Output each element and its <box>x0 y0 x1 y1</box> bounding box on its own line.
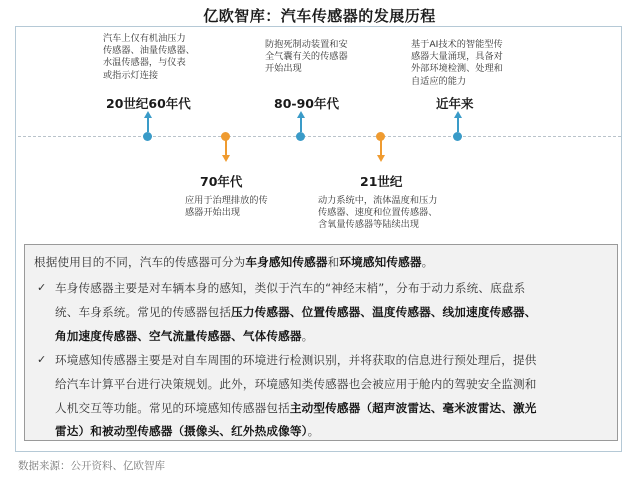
body-sensor-line-2: 统、车身系统。常见的传感器包括压力传感器、位置传感器、温度传感器、线加速度传感器、 <box>55 305 537 319</box>
check-icon: ✓ <box>37 281 47 294</box>
milestone-3-era: 80-90年代 <box>274 96 339 111</box>
milestone-4-arrow-icon <box>377 155 385 162</box>
milestone-2-era: 70年代 <box>200 174 243 189</box>
check-icon: ✓ <box>37 353 47 366</box>
timeline-line <box>18 136 621 137</box>
milestone-5-desc: 基于AI技术的智能型传 感器大量涌现，具备对 外部环境检测、处理和 自适应的能力 <box>411 39 503 87</box>
milestone-2-desc: 应用于治理排放的传 感器开始出现 <box>185 195 268 219</box>
env-sensor-line-1: 环境感知传感器主要是对自车周围的环境进行检测识别，并将获取的信息进行预处理后，提供 <box>55 353 537 367</box>
milestone-5-era: 近年来 <box>436 96 474 111</box>
milestone-1-era: 20世纪60年代 <box>106 96 191 111</box>
milestone-3-dot <box>296 132 305 141</box>
env-sensor-line-3: 人机交互等功能。常见的环境感知传感器包括主动型传感器（超声波雷达、毫米波雷达、激光 <box>55 401 537 415</box>
milestone-1-desc: 汽车上仅有机油压力 传感器、油量传感器、 水温传感器，与仪表 或指示灯连接 <box>103 33 195 81</box>
milestone-4-stem <box>380 140 382 156</box>
milestone-5-dot <box>453 132 462 141</box>
body-sensor-line-1: 车身传感器主要是对车辆本身的感知，类似于汽车的“神经末梢”，分布于动力系统、底盘系 <box>55 281 526 295</box>
milestone-2-stem <box>225 140 227 156</box>
milestone-1-dot <box>143 132 152 141</box>
description-panel <box>24 244 618 441</box>
body-sensor-line-3: 角加速度传感器、空气流量传感器、气体传感器。 <box>55 329 314 343</box>
milestone-5-stem <box>457 117 459 132</box>
milestone-4-desc: 动力系统中，流体温度和压力 传感器、速度和位置传感器、 含氧量传感器等陆续出现 <box>318 195 438 231</box>
milestone-3-stem <box>300 117 302 132</box>
milestone-3-desc: 防抱死制动装置和安 全气囊有关的传感器 开始出现 <box>265 39 348 75</box>
milestone-1-stem <box>147 117 149 132</box>
env-sensor-line-4: 雷达）和被动型传感器（摄像头、红外热成像等）。 <box>55 424 320 438</box>
data-source: 数据来源：公开资料、亿欧智库 <box>18 460 165 472</box>
milestone-2-arrow-icon <box>222 155 230 162</box>
env-sensor-line-2: 给汽车计算平台进行决策规划。此外，环境感知类传感器也会被应用于舱内的驾驶安全监测和 <box>55 377 537 391</box>
page-title: 亿欧智库：汽车传感器的发展历程 <box>203 7 436 25</box>
panel-intro: 根据使用目的不同，汽车的传感器可分为车身感知传感器和环境感知传感器。 <box>34 255 434 269</box>
milestone-4-era: 21世纪 <box>360 174 403 189</box>
